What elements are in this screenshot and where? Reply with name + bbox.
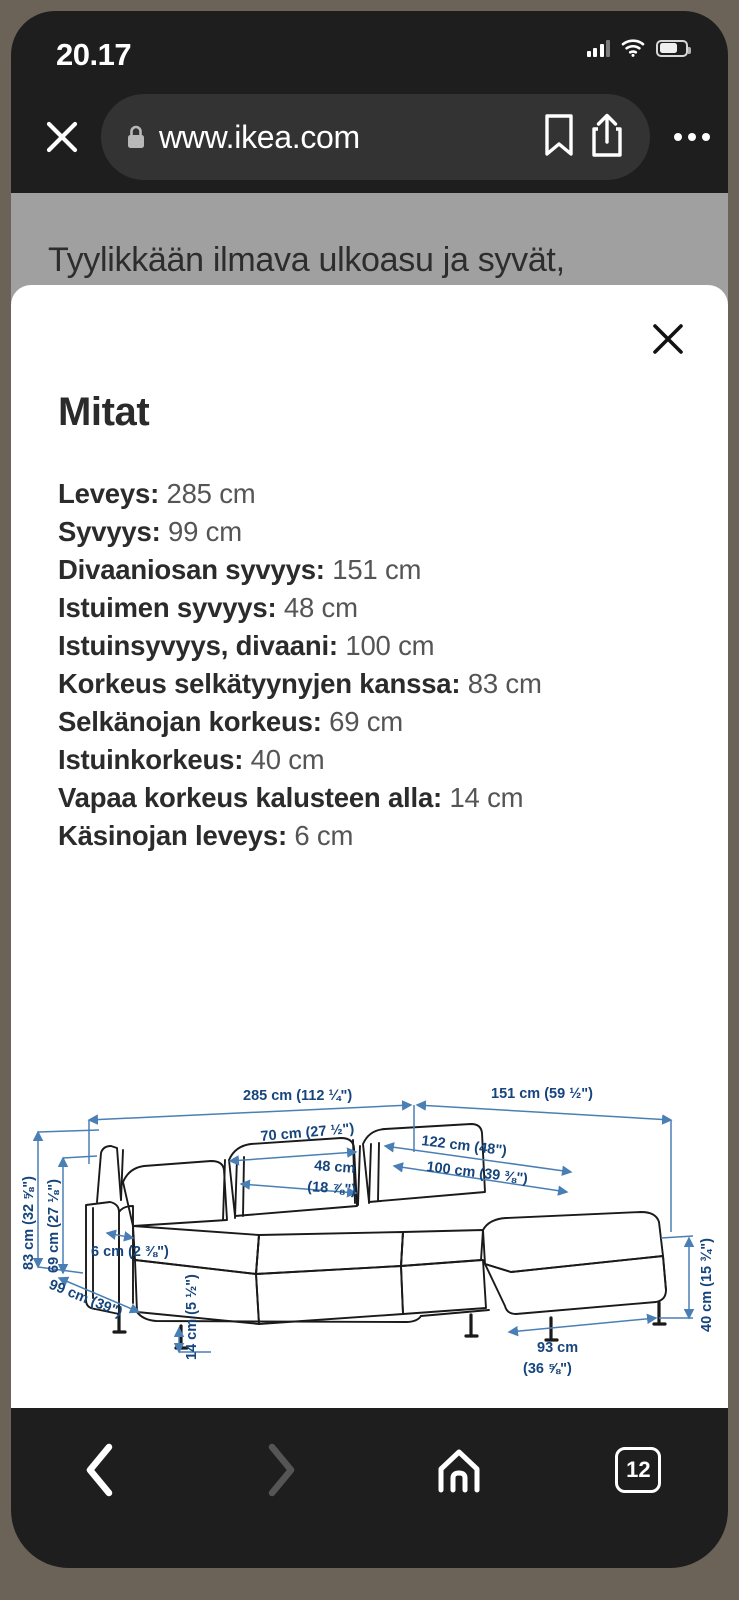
list-item <box>58 703 698 741</box>
label-chaise-width: 93 cm <box>537 1340 579 1356</box>
dimension-label: Selkänojan korkeus: <box>58 706 322 737</box>
list-item <box>58 817 698 855</box>
chevron-right-icon <box>260 1442 300 1498</box>
page-background-heading: Tyylikkään ilmava ulkoasu ja syvät, <box>48 241 565 279</box>
tab-count-badge: 12 <box>615 1447 661 1493</box>
more-options-button[interactable] <box>656 128 728 146</box>
dimension-value: 83 cm <box>467 668 542 699</box>
dimensions-modal <box>11 285 728 1408</box>
url-text: www.ikea.com <box>159 118 360 155</box>
list-item <box>58 551 698 589</box>
label-seat-depth-in: (18 ⅞") <box>306 1179 357 1199</box>
label-total-width: 285 cm (112 ¼") <box>243 1088 353 1104</box>
label-chaise-depth: 151 cm (59 ½") <box>491 1086 593 1102</box>
list-item <box>58 665 698 703</box>
close-icon <box>651 322 685 356</box>
dimension-value: 99 cm <box>168 516 242 547</box>
home-button[interactable] <box>370 1430 549 1510</box>
tabs-button[interactable] <box>549 1430 728 1510</box>
dimension-value: 14 cm <box>449 782 524 813</box>
address-bar[interactable] <box>101 94 650 180</box>
dimensions-list <box>58 475 698 855</box>
label-height-cushions: 83 cm (32 ⅝") <box>21 1176 37 1270</box>
dimension-value: 100 cm <box>345 630 435 661</box>
url-bar-row <box>11 89 728 185</box>
dimension-value: 6 cm <box>294 820 354 851</box>
dimension-label: Istuinkorkeus: <box>58 744 244 775</box>
label-armrest-width: 6 cm (2 ⅜") <box>91 1244 169 1260</box>
browser-bottom-nav <box>11 1408 728 1568</box>
lock-icon <box>127 125 145 149</box>
label-chaise-width-in: (36 ⅝") <box>523 1361 572 1377</box>
dimension-label: Korkeus selkätyynyjen kanssa: <box>58 668 461 699</box>
dimension-label: Istuinsyvyys, divaani: <box>58 630 338 661</box>
label-backrest-height: 69 cm (27 ⅛") <box>46 1179 62 1273</box>
list-item <box>58 741 698 779</box>
dimension-label: Käsinojan leveys: <box>58 820 287 851</box>
label-backrest-span: 70 cm (27 ½") <box>259 1120 355 1145</box>
page-title: Mitat <box>58 390 150 434</box>
close-icon <box>43 118 81 156</box>
label-depth: 99 cm (39") <box>46 1276 125 1321</box>
chevron-left-icon <box>81 1442 121 1498</box>
browser-top-chrome <box>11 11 728 193</box>
dimension-value: 48 cm <box>283 592 358 623</box>
label-chaise-seat-depth: 100 cm (39 ⅜") <box>425 1159 529 1188</box>
bookmark-icon[interactable] <box>542 113 576 162</box>
dimension-label: Divaaniosan syvyys: <box>58 554 325 585</box>
list-item <box>58 627 698 665</box>
status-bar-icons <box>587 39 689 57</box>
dimension-label: Vapaa korkeus kalusteen alla: <box>58 782 442 813</box>
forward-button[interactable] <box>190 1430 369 1510</box>
list-item <box>58 513 698 551</box>
wifi-icon <box>621 39 645 57</box>
share-icon[interactable] <box>590 112 624 163</box>
label-clearance: 14 cm (5 ½") <box>184 1274 200 1360</box>
dimension-value: 151 cm <box>332 554 422 585</box>
status-bar <box>11 11 728 81</box>
home-icon <box>435 1447 483 1493</box>
sofa-dimension-diagram <box>11 1060 728 1390</box>
dimension-value: 69 cm <box>329 706 404 737</box>
dimension-label: Syvyys: <box>58 516 161 547</box>
list-item <box>58 475 698 513</box>
modal-close-button[interactable] <box>646 317 690 361</box>
dimension-label: Leveys: <box>58 478 160 509</box>
list-item <box>58 589 698 627</box>
battery-icon <box>656 40 688 57</box>
back-button[interactable] <box>11 1430 190 1510</box>
label-seat-height: 40 cm (15 ¾") <box>699 1238 715 1332</box>
list-item <box>58 779 698 817</box>
close-tab-button[interactable] <box>29 118 95 156</box>
cellular-signal-icon <box>587 40 611 57</box>
dimension-label: Istuimen syvyys: <box>58 592 277 623</box>
more-options-icon <box>671 128 713 146</box>
label-seat-depth: 48 cm <box>313 1158 356 1177</box>
label-chaise-span: 122 cm (48") <box>420 1133 508 1160</box>
status-bar-clock: 20.17 <box>56 37 132 72</box>
dimension-value: 285 cm <box>166 478 256 509</box>
dimension-value: 40 cm <box>250 744 325 775</box>
